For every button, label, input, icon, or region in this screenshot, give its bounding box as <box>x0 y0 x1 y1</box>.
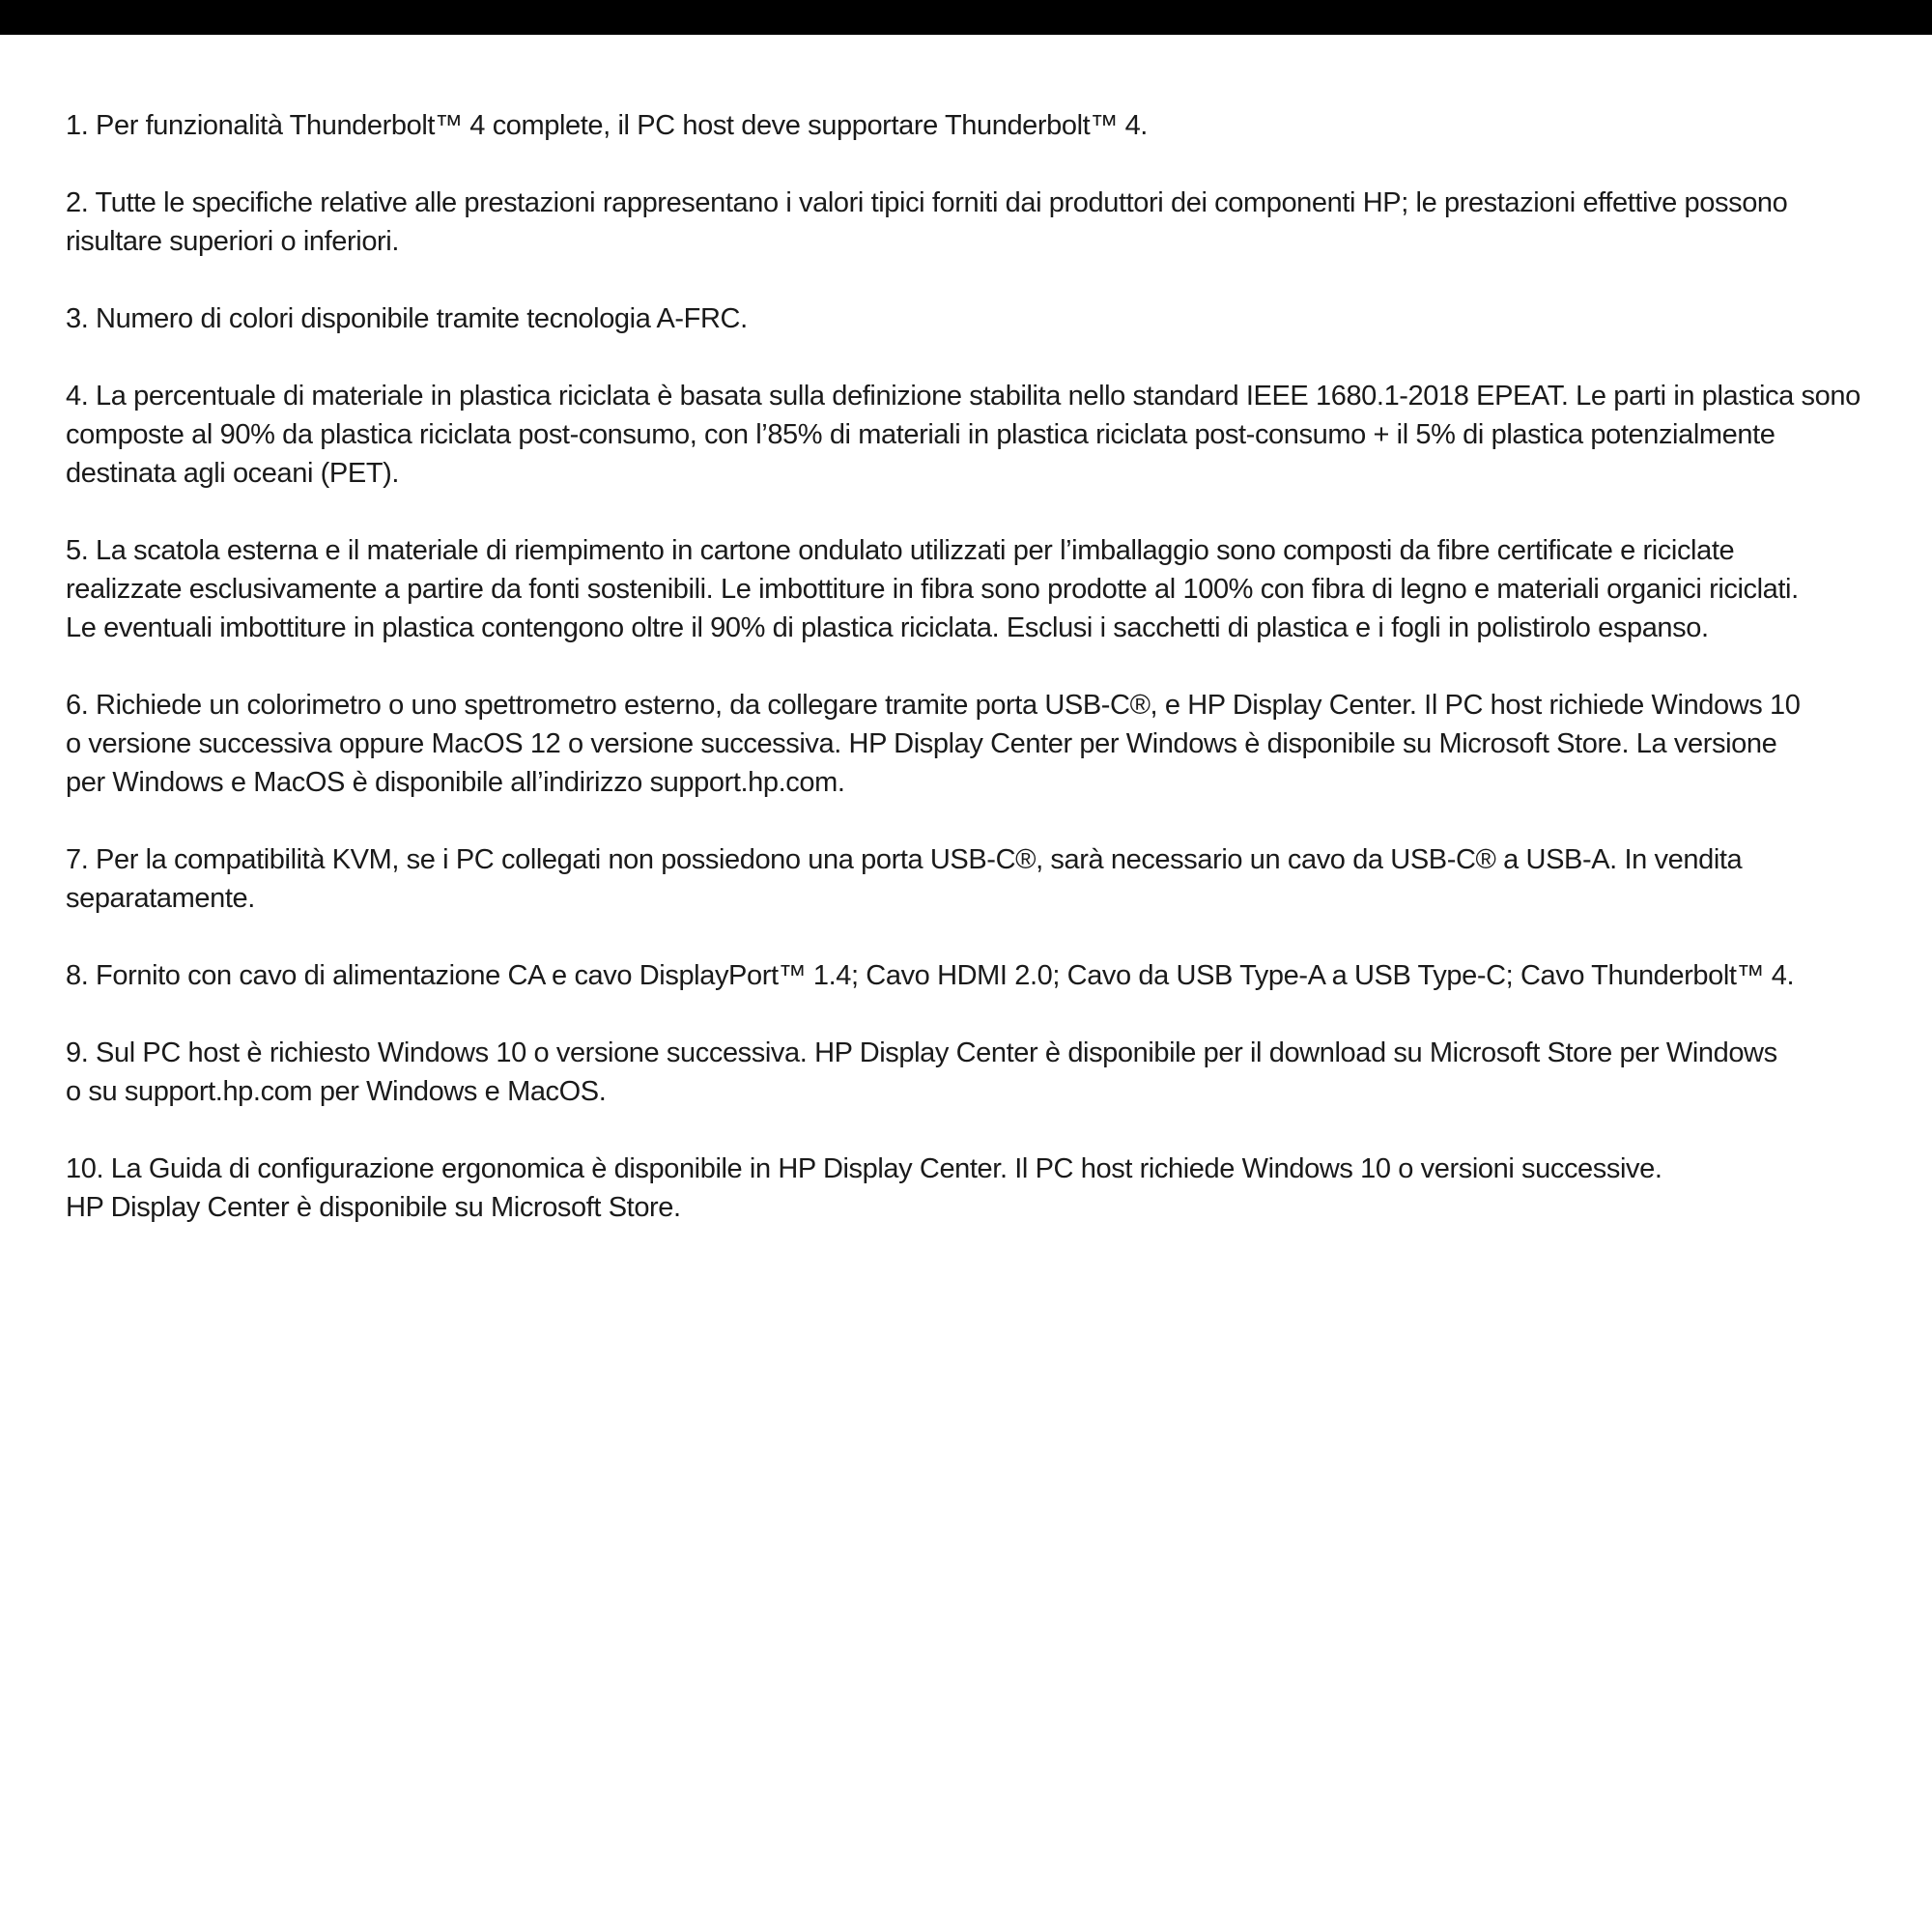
footnote-7-line-2: separatamente. <box>66 883 255 914</box>
footnote-5-line-1: 5. La scatola esterna e il materiale di riempimento in cartone ondulato utilizzati per l’imballaggio sono composti da fibre certificate e riciclate <box>66 535 1735 566</box>
footnote-8 <box>66 956 1882 995</box>
footnote-2-line-2: risultare superiori o inferiori. <box>66 226 399 257</box>
footnote-10 <box>66 1150 1882 1227</box>
footnote-6-line-2: o versione successiva oppure MacOS 12 o versione successiva. HP Display Center per Windows è disponibile su Microsoft Store. La versione <box>66 728 1777 759</box>
footnote-5-line-2: realizzate esclusivamente a partire da fonti sostenibili. Le imbottiture in fibra sono prodotte al 100% con fibra di legno e materiali organici riciclati. <box>66 574 1799 605</box>
footnote-6-line-3: per Windows e MacOS è disponibile all’indirizzo support.hp.com. <box>66 767 845 798</box>
footnote-5-line-3: Le eventuali imbottiture in plastica contengono oltre il 90% di plastica riciclata. Esclusi i sacchetti di plastica e i fogli in polistirolo espanso. <box>66 612 1709 643</box>
footnote-5 <box>66 531 1882 647</box>
footnotes-list <box>66 106 1882 1227</box>
footnote-7 <box>66 840 1882 918</box>
footnote-10-line-1: 10. La Guida di configurazione ergonomica è disponibile in HP Display Center. Il PC host richiede Windows 10 o versioni successive. <box>66 1153 1662 1184</box>
footnote-3 <box>66 299 1882 338</box>
footnote-3-line-1: 3. Numero di colori disponibile tramite tecnologia A-FRC. <box>66 303 748 334</box>
footnote-8-line-1: 8. Fornito con cavo di alimentazione CA e cavo DisplayPort™ 1.4; Cavo HDMI 2.0; Cavo da USB Type-A a USB Type-C; Cavo Thunderbolt™ 4. <box>66 960 1795 991</box>
footnote-9 <box>66 1034 1882 1111</box>
footnote-1-line-1: 1. Per funzionalità Thunderbolt™ 4 complete, il PC host deve supportare Thunderbolt™ 4. <box>66 110 1148 141</box>
footnote-6-line-1: 6. Richiede un colorimetro o uno spettrometro esterno, da collegare tramite porta USB-C®, e HP Display Center. Il PC host richiede Windows 10 <box>66 690 1801 721</box>
footnote-7-line-1: 7. Per la compatibilità KVM, se i PC collegati non possiedono una porta USB-C®, sarà necessario un cavo da USB-C® a USB-A. In vendita <box>66 844 1743 875</box>
footnote-6 <box>66 686 1882 802</box>
top-divider-bar <box>0 0 1932 35</box>
footnote-4 <box>66 377 1882 493</box>
footnote-4-line-1: 4. La percentuale di materiale in plastica riciclata è basata sulla definizione stabilita nello standard IEEE 1680.1-2018 EPEAT. Le parti in plastica sono <box>66 381 1861 412</box>
footnotes-section <box>66 106 1882 1265</box>
footnote-4-line-3: destinata agli oceani (PET). <box>66 458 400 489</box>
footnote-2 <box>66 184 1882 261</box>
footnote-9-line-2: o su support.hp.com per Windows e MacOS. <box>66 1076 607 1107</box>
footnote-1 <box>66 106 1882 145</box>
footnote-4-line-2: composte al 90% da plastica riciclata post-consumo, con l’85% di materiali in plastica riciclata post-consumo + il 5% di plastica potenzialmente <box>66 419 1776 450</box>
footnote-10-line-2: HP Display Center è disponibile su Microsoft Store. <box>66 1192 681 1223</box>
footnote-2-line-1: 2. Tutte le specifiche relative alle prestazioni rappresentano i valori tipici forniti dai produttori dei componenti HP; le prestazioni effettive possono <box>66 187 1788 218</box>
footnote-9-line-1: 9. Sul PC host è richiesto Windows 10 o versione successiva. HP Display Center è disponibile per il download su Microsoft Store per Windows <box>66 1037 1777 1068</box>
